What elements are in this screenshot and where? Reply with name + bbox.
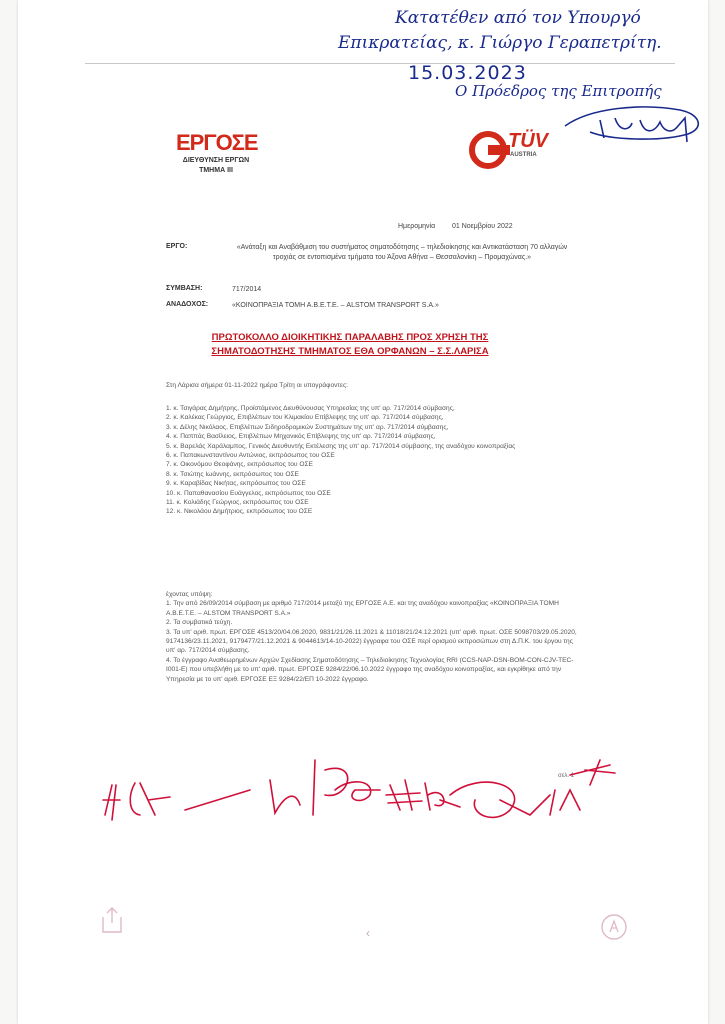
list-item: 4. Το έγγραφο Αναθεωρημένων Αρχών Σχεδίασης Σηματοδότησης – Τηλεδιοίκησης Τεχνολογίας RRI (CCS-NAP-DSN-BOM-CON-CJV-TEC-I001-E) που υπεβλήθη με το υπ' αριθ. πρωτ. ΕΡΓΟΣΕ 9284/22/06.10.2022 έγγραφο της αναδόχου κοινοπραξίας, και εγκρίθηκε από την Υπηρεσία με το υπ' αριθ. ΕΡΓΟΣΕ ΕΞ 9284/22/ΕΠ 10-2022 έγγραφο.: [166, 656, 574, 683]
list-item: 1. κ. Τσιγάρας Δημήτρης, Προϊστάμενος Διευθύνουσας Υπηρεσίας της υπ' αρ. 717/2014 σύμβασης,: [166, 405, 455, 412]
project-value: «Ανάταξη και Αναβάθμιση του συστήματος σηματοδότησης – τηλεδιοίκησης και Αντικατάσταση 70 αλλαγών τροχιάς σε εντοπισμένα τμήματα του Άξονα Αθήνα – Θεσσαλονίκη – Προμαχώνας.»: [236, 244, 568, 261]
handwritten-note-line1: Κατατέθεν από τον Υπουργό: [395, 8, 641, 28]
list-item: 5. κ. Βαρελάς Χαράλαμπος, Γενικός Διευθυντής Εκτέλεσης της υπ' αρ. 717/2014 σύμβασης, της αναδόχου κοινοπραξίας: [166, 442, 516, 450]
intro-text: Στη Λάρισα σήμερα 01-11-2022 ημέρα Τρίτη οι υπογράφοντες:: [166, 382, 348, 389]
chevron-left-icon[interactable]: ‹: [366, 926, 370, 940]
handwritten-note-line4: Ο Πρόεδρος της Επιτροπής: [455, 82, 662, 100]
list-item: 2. κ. Καλέκας Γεώργιος, Επιβλέπων του Κλιμακίου Επίβλεψης της υπ' αρ. 717/2014 σύμβασης,: [166, 414, 444, 422]
share-icon[interactable]: [100, 905, 124, 935]
list-item: 2. Τα συμβατικά τεύχη.: [166, 619, 233, 627]
list-item: 8. κ. Τσιώτης Ιωάννης, εκπρόσωπος του ΟΣΕ: [166, 470, 299, 478]
list-item: 6. κ. Παπακωνσταντίνου Αντώνιος, εκπρόσωπος του ΟΣΕ: [166, 452, 335, 460]
project-label: ΕΡΓΟ:: [166, 243, 188, 250]
department-label: [166, 156, 266, 176]
contract-label: ΣΥΜΒΑΣΗ:: [166, 285, 203, 292]
contractor-value: «ΚΟΙΝΟΠΡΑΞΙΑ ΤΟΜΗ Α.Β.Ε.Τ.Ε. – ALSTOM TRANSPORT S.A.»: [232, 302, 439, 309]
section-name: ΤΜΗΜΑ ΙΙΙ: [199, 167, 233, 174]
document-title-line2: ΣΗΜΑΤΟΔΟΤΗΣΗΣ ΤΜΗΜΑΤΟΣ ΕΘΑ ΟΡΦΑΝΩΝ – Σ.Σ.ΛΑΡΙΣΑ: [211, 346, 489, 357]
committee-signature-icon: [560, 98, 710, 153]
list-item: 9. κ. Καραβίδας Νικήτας, εκπρόσωπος του ΟΣΕ: [166, 480, 306, 488]
document-title: [150, 331, 550, 359]
participants-list: [166, 404, 576, 517]
list-item: 11. κ. Κολιάδης Γεώργιος, εκπρόσωπος του ΟΣΕ: [166, 499, 309, 507]
tuv-logo-text: TÜV: [508, 130, 548, 152]
ergose-logo: ΕΡΓΟΣΕ: [176, 130, 258, 155]
considering-label: έχοντας υπόψη:: [166, 591, 213, 598]
list-item: 1. Την από 26/09/2014 σύμβαση με αριθμό 717/2014 μεταξύ της ΕΡΓΟΣΕ Α.Ε. και της αναδόχου κοινοπραξίας «ΚΟΙΝΟΠΡΑΞΙΑ ΤΟΜΗ Α.Β.Ε.Τ.Ε. – ALSTOM TRANSPORT S.A.»: [166, 600, 559, 617]
considerations-list: [166, 590, 578, 684]
handwritten-date: 15.03.2023: [408, 62, 527, 84]
tuv-logo-sub: AUSTRIA: [510, 152, 537, 158]
date-label: Ημερομηνία: [398, 223, 436, 230]
list-item: 3. Τα υπ' αριθ. πρωτ. ΕΡΓΟΣΕ 4513/20/04.06.2020, 9831/21/26.11.2021 & 11018/21/24.12.2021 (υπ' αριθ. πρωτ. ΟΣΕ 5098703/29.05.2020, 9174136/23.11.2021, 9179477/21.12.2021 & 9044613/14-10-2022) έγγραφα του ΟΣΕ περί ορισμού εκπροσώπων στη Δ.Π.Κ. του έργου της υπ' αρ. 717/2014 σύμβασης.: [166, 628, 577, 655]
page-number: σελ. 1: [558, 773, 575, 779]
list-item: 4. κ. Παππάς Βασίλειος, Επιβλέπων Μηχανικός Επίβλεψης της υπ' αρ. 717/2014 σύμβασης,: [166, 433, 436, 441]
signatures-icon: [100, 755, 630, 845]
contractor-label: ΑΝΑΔΟΧΟΣ:: [166, 301, 209, 308]
list-item: 12. κ. Νικολάου Δημήτριος, εκπρόσωπος του ΟΣΕ: [166, 508, 313, 516]
handwritten-note-line2: Επικρατείας, κ. Γιώργο Γεραπετρίτη.: [338, 33, 662, 53]
list-item: 3. κ. Δέλης Νικόλαος, Επιβλέπων Σιδηροδρομικών Συστημάτων της υπ' αρ. 717/2014 σύμβασης,: [166, 423, 449, 431]
header-rule: [85, 63, 675, 64]
contract-value: 717/2014: [232, 286, 262, 293]
department-name: ΔΙΕΥΘΥΝΣΗ ΕΡΓΩΝ: [182, 157, 250, 164]
list-item: 10. κ. Παπαθανασίου Ευάγγελος, εκπρόσωπος του ΟΣΕ: [166, 489, 331, 497]
list-item: 7. κ. Οικονόμου Θεοφάνης, εκπρόσωπος του ΟΣΕ: [166, 461, 313, 469]
document-title-line1: ΠΡΩΤΟΚΟΛΛΟ ΔΙΟΙΚΗΤΙΚΗΣ ΠΑΡΑΛΑΒΗΣ ΠΡΟΣ ΧΡΗΣΗ ΤΗΣ: [211, 332, 489, 343]
accessibility-icon[interactable]: [600, 913, 628, 941]
date-value: 01 Νοεμβρίου 2022: [452, 223, 513, 230]
